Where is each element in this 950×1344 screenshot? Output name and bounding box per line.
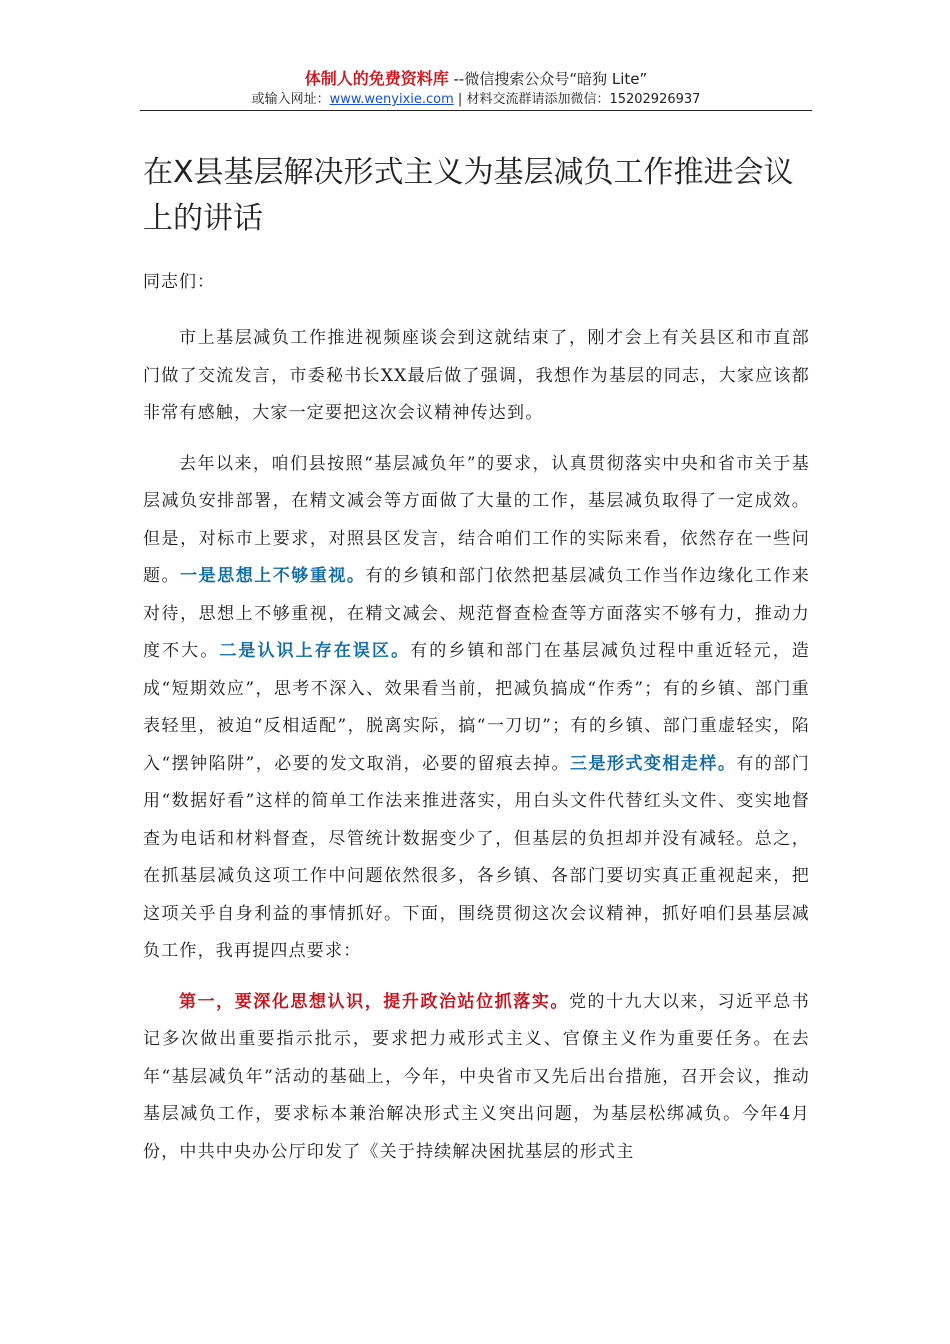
point-1-text: 有的乡镇和部门依然把基层减负工作当作边缘化工作来对待，思想上不够重视，在精文减会、规范督查检查等方面落实不够有力，推动力度不大。: [143, 566, 810, 661]
point-3-text: 有的部门用“数据好看”这样的简单工作法来推进落实，用白头文件代替红头文件、变实地督查为电话和材料督查，尽管统计数据变少了，但基层的负担却并没有减轻。总之，在抓基层减负这项工作中问题依然很多，各乡镇、各部门要切实真正重视起来，把这项关乎自身利益的事情抓好。下面，围绕贯彻这次会议精神，抓好咱们县基层减负工作，我再提四点要求：: [143, 753, 810, 961]
paragraph-2-intro: 去年以来，咱们县按照“基层减负年”的要求，认真贯彻落实中央和省市关于基层减负安排部署，在精文减会等方面做了大量的工作，基层减负取得了一定成效。但是，对标市上要求，对照县区发言，结合咱们工作的实际来看，依然存在一些问题。: [143, 453, 810, 586]
paragraph-2: [143, 446, 810, 971]
point-2-text: 有的乡镇和部门在基层减负过程中重近轻元，造成“短期效应”，思考不深入、效果看当前，把减负搞成“作秀”；有的乡镇、部门重表轻里，被迫“反相适配”，脱离实际，搞“一刀切”；有的乡镇、部门重虚轻实，陷入“摆钟陷阱”，必要的发文取消，必要的留痕去掉。: [143, 641, 810, 774]
header-tagline: --微信搜索公众号“暗狗 Lite”: [448, 70, 648, 88]
document-title: 在X县基层解决形式主义为基层减负工作推进会议上的讲话: [143, 155, 794, 236]
paragraph-3: [143, 984, 810, 1172]
section-1-text: 党的十九大以来，习近平总书记多次做出重要指示批示，要求把力戒形式主义、官僚主义作为重要任务。在去年“基层减负年”活动的基础上，今年，中央省市又先后出台措施，召开会议，推动基层减负工作，要求标本兼治解决形式主义突出问题，为基层松绑减负。今年4月份，中共中央办公厅印发了《关于持续解决困扰基层的形式主: [143, 991, 811, 1162]
brand-name: 体制人的免费资料库: [304, 69, 449, 88]
salutation: 同志们：: [143, 272, 215, 292]
header-divider: [140, 110, 812, 111]
point-3-heading: 三是形式变相走样。: [569, 753, 737, 774]
document-body: [143, 262, 810, 1184]
header-contact-line: [140, 90, 812, 110]
website-link[interactable]: www.wenyixie.com: [329, 92, 454, 107]
page-header: [140, 68, 812, 110]
point-2-heading: 二是认识上存在误区。: [219, 641, 411, 661]
paragraph-1: 市上基层减负工作推进视频座谈会到这就结束了，刚才会上有关县区和市直部门做了交流发言，市委秘书长XX最后做了强调，我想作为基层的同志，大家应该都非常有感触，大家一定要把这次会议精神传达到。: [143, 328, 810, 423]
header-brand-line: [140, 68, 812, 90]
point-1-heading: 一是思想上不够重视。: [180, 566, 366, 586]
section-1-heading: 第一，要深化思想认识，提升政治站位抓落实。: [179, 991, 569, 1012]
url-prefix: 或输入网址：: [251, 92, 330, 107]
contact-info: | 材料交流群请添加微信：15202926937: [453, 92, 701, 107]
